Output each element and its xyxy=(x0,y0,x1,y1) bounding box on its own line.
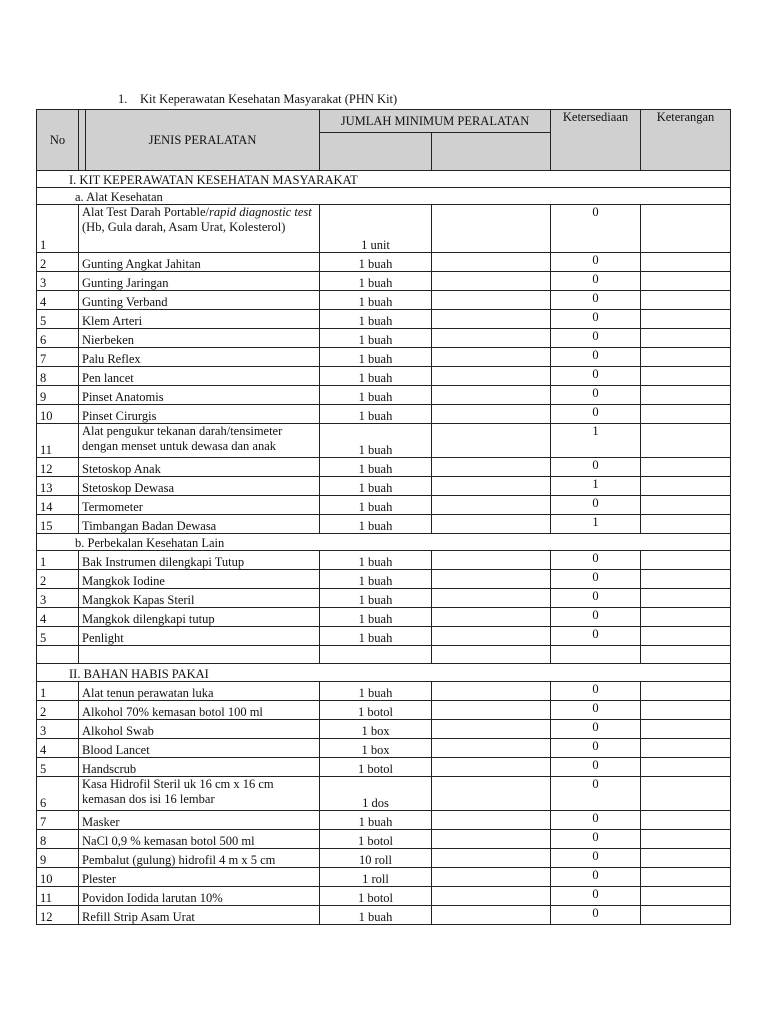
row-jenis: Alat tenun perawatan luka xyxy=(79,682,320,701)
row-jenis: Pinset Cirurgis xyxy=(79,405,320,424)
row-jumlah-extra xyxy=(432,608,551,627)
row-jumlah: 1 box xyxy=(320,720,432,739)
row-ketersediaan: 0 xyxy=(551,329,641,348)
row-keterangan xyxy=(641,348,731,367)
row-jenis: Mangkok dilengkapi tutup xyxy=(79,608,320,627)
row-no: 5 xyxy=(37,310,79,329)
row-jenis: Masker xyxy=(79,811,320,830)
table-row xyxy=(37,811,731,830)
row-jenis: NaCl 0,9 % kemasan botol 500 ml xyxy=(79,830,320,849)
row-keterangan xyxy=(641,608,731,627)
row-ketersediaan: 0 xyxy=(551,887,641,906)
row-jumlah: 1 buah xyxy=(320,496,432,515)
row-no: 1 xyxy=(37,205,79,253)
row-jumlah: 1 buah xyxy=(320,906,432,925)
section-title-1: I. KIT KEPERAWATAN KESEHATAN MASYARAKAT xyxy=(37,171,731,188)
row-ketersediaan: 0 xyxy=(551,458,641,477)
table-row xyxy=(37,253,731,272)
row-no: 4 xyxy=(37,608,79,627)
row-jumlah-extra xyxy=(432,811,551,830)
table-row xyxy=(37,739,731,758)
row-ketersediaan: 0 xyxy=(551,758,641,777)
row-ketersediaan: 0 xyxy=(551,906,641,925)
row-ketersediaan: 0 xyxy=(551,291,641,310)
row-jenis: Pen lancet xyxy=(79,367,320,386)
row-jumlah: 1 buah xyxy=(320,291,432,310)
table-row xyxy=(37,348,731,367)
row-keterangan xyxy=(641,496,731,515)
row-jumlah: 1 buah xyxy=(320,477,432,496)
row-no: 12 xyxy=(37,458,79,477)
row-no: 6 xyxy=(37,329,79,348)
row-jumlah: 1 buah xyxy=(320,811,432,830)
row-jumlah: 1 buah xyxy=(320,589,432,608)
row-keterangan xyxy=(641,291,731,310)
row-jumlah-extra xyxy=(432,777,551,811)
row-keterangan xyxy=(641,830,731,849)
row-jenis: Alkohol 70% kemasan botol 100 ml xyxy=(79,701,320,720)
row-keterangan xyxy=(641,515,731,534)
row-keterangan xyxy=(641,720,731,739)
row-no: 3 xyxy=(37,589,79,608)
row-keterangan xyxy=(641,646,731,664)
row-jenis: Pembalut (gulung) hidrofil 4 m x 5 cm xyxy=(79,849,320,868)
caption-text: Kit Keperawatan Kesehatan Masyarakat (PHN Kit) xyxy=(140,92,398,106)
row-keterangan xyxy=(641,310,731,329)
table-row xyxy=(37,496,731,515)
row-ketersediaan: 0 xyxy=(551,608,641,627)
row-jumlah-extra xyxy=(432,701,551,720)
row-jumlah: 1 buah xyxy=(320,386,432,405)
row-ketersediaan: 0 xyxy=(551,205,641,253)
row-jumlah-extra xyxy=(432,887,551,906)
row-jumlah: 1 buah xyxy=(320,570,432,589)
row-jumlah: 1 box xyxy=(320,739,432,758)
row-jumlah-extra xyxy=(432,570,551,589)
section-row xyxy=(37,171,731,188)
row-jenis-part-1: Alat Test Darah Portable/ xyxy=(82,205,209,219)
subsection-b: b. Perbekalan Kesehatan Lain xyxy=(37,534,731,551)
row-jumlah-extra xyxy=(432,906,551,925)
table-row xyxy=(37,386,731,405)
row-no: 3 xyxy=(37,720,79,739)
row-ketersediaan: 1 xyxy=(551,424,641,458)
caption-number: 1. xyxy=(118,92,128,106)
row-no: 11 xyxy=(37,424,79,458)
table-row xyxy=(37,272,731,291)
row-no: 8 xyxy=(37,830,79,849)
row-no: 11 xyxy=(37,887,79,906)
table-row xyxy=(37,701,731,720)
row-ketersediaan: 0 xyxy=(551,739,641,758)
row-ketersediaan: 0 xyxy=(551,777,641,811)
row-ketersediaan: 0 xyxy=(551,682,641,701)
row-ketersediaan: 0 xyxy=(551,496,641,515)
row-jenis: Klem Arteri xyxy=(79,310,320,329)
row-jumlah: 10 roll xyxy=(320,849,432,868)
row-ketersediaan: 0 xyxy=(551,367,641,386)
header-row xyxy=(37,110,731,133)
row-jumlah-extra xyxy=(432,310,551,329)
row-no xyxy=(37,646,79,664)
table-row xyxy=(37,627,731,646)
section-title-2: II. BAHAN HABIS PAKAI xyxy=(37,664,731,682)
row-jumlah: 1 buah xyxy=(320,608,432,627)
row-no: 4 xyxy=(37,291,79,310)
row-ketersediaan: 1 xyxy=(551,477,641,496)
row-keterangan xyxy=(641,777,731,811)
row-jenis: Stetoskop Anak xyxy=(79,458,320,477)
table-row xyxy=(37,868,731,887)
row-ketersediaan: 0 xyxy=(551,720,641,739)
table-row xyxy=(37,758,731,777)
row-no: 15 xyxy=(37,515,79,534)
row-jumlah-extra xyxy=(432,515,551,534)
row-no: 13 xyxy=(37,477,79,496)
row-jenis: Plester xyxy=(79,868,320,887)
row-jumlah: 1 unit xyxy=(320,205,432,253)
table-row xyxy=(37,589,731,608)
header-jenis xyxy=(79,110,320,171)
header-jumlah: JUMLAH MINIMUM PERALATAN xyxy=(320,110,551,133)
row-ketersediaan: 0 xyxy=(551,253,641,272)
row-no: 9 xyxy=(37,386,79,405)
header-jenis-label: JENIS PERALATAN xyxy=(148,133,257,147)
row-keterangan xyxy=(641,367,731,386)
row-ketersediaan: 1 xyxy=(551,515,641,534)
header-ketersediaan: Ketersediaan xyxy=(551,110,641,171)
row-keterangan xyxy=(641,739,731,758)
table-row xyxy=(37,310,731,329)
row-ketersediaan: 0 xyxy=(551,551,641,570)
equipment-table xyxy=(36,109,731,925)
row-jumlah-extra xyxy=(432,386,551,405)
row-jumlah: 1 botol xyxy=(320,758,432,777)
row-jumlah: 1 buah xyxy=(320,551,432,570)
row-no: 9 xyxy=(37,849,79,868)
row-ketersediaan: 0 xyxy=(551,386,641,405)
row-ketersediaan: 0 xyxy=(551,310,641,329)
table-row xyxy=(37,551,731,570)
row-jenis: Bak Instrumen dilengkapi Tutup xyxy=(79,551,320,570)
row-ketersediaan: 0 xyxy=(551,627,641,646)
row-keterangan xyxy=(641,329,731,348)
row-jumlah: 1 buah xyxy=(320,348,432,367)
table-row xyxy=(37,205,731,253)
row-ketersediaan: 0 xyxy=(551,405,641,424)
row-jenis: Handscrub xyxy=(79,758,320,777)
row-jumlah: 1 roll xyxy=(320,868,432,887)
table-row xyxy=(37,458,731,477)
row-jumlah-extra xyxy=(432,682,551,701)
row-jumlah-extra xyxy=(432,758,551,777)
row-ketersediaan xyxy=(551,646,641,664)
row-keterangan xyxy=(641,424,731,458)
row-jumlah-extra xyxy=(432,253,551,272)
row-jenis: Alat pengukur tekanan darah/tensimeter dengan menset untuk dewasa dan anak xyxy=(79,424,320,458)
row-jumlah xyxy=(320,646,432,664)
row-jumlah: 1 buah xyxy=(320,682,432,701)
row-keterangan xyxy=(641,570,731,589)
row-jumlah-extra xyxy=(432,496,551,515)
row-keterangan xyxy=(641,405,731,424)
row-ketersediaan: 0 xyxy=(551,701,641,720)
table-row xyxy=(37,646,731,664)
row-keterangan xyxy=(641,887,731,906)
row-keterangan xyxy=(641,849,731,868)
row-jenis: Kasa Hidrofil Steril uk 16 cm x 16 cm kemasan dos isi 16 lembar xyxy=(79,777,320,811)
table-row xyxy=(37,477,731,496)
row-jumlah: 1 buah xyxy=(320,367,432,386)
row-jenis: Termometer xyxy=(79,496,320,515)
row-jumlah-extra xyxy=(432,739,551,758)
row-jumlah-extra xyxy=(432,589,551,608)
header-keterangan: Keterangan xyxy=(641,110,731,171)
section-row xyxy=(37,188,731,205)
row-jenis: Stetoskop Dewasa xyxy=(79,477,320,496)
row-jumlah-extra xyxy=(432,646,551,664)
row-jenis-part-2: (Hb, Gula darah, Asam Urat, Kolesterol) xyxy=(82,220,286,234)
row-jumlah-extra xyxy=(432,272,551,291)
row-jenis: Blood Lancet xyxy=(79,739,320,758)
row-ketersediaan: 0 xyxy=(551,849,641,868)
row-jumlah: 1 buah xyxy=(320,424,432,458)
row-jumlah: 1 buah xyxy=(320,458,432,477)
row-keterangan xyxy=(641,868,731,887)
row-keterangan xyxy=(641,205,731,253)
row-keterangan xyxy=(641,551,731,570)
row-jumlah: 1 botol xyxy=(320,701,432,720)
row-no: 5 xyxy=(37,758,79,777)
row-jenis: Gunting Jaringan xyxy=(79,272,320,291)
row-jumlah-extra xyxy=(432,830,551,849)
row-jumlah-extra xyxy=(432,627,551,646)
row-keterangan xyxy=(641,477,731,496)
row-jenis: Penlight xyxy=(79,627,320,646)
header-jumlah-sub-2 xyxy=(432,133,551,171)
row-jumlah: 1 botol xyxy=(320,830,432,849)
row-keterangan xyxy=(641,272,731,291)
row-jumlah: 1 buah xyxy=(320,253,432,272)
row-jumlah-extra xyxy=(432,348,551,367)
row-jumlah: 1 dos xyxy=(320,777,432,811)
section-row xyxy=(37,534,731,551)
row-keterangan xyxy=(641,758,731,777)
row-keterangan xyxy=(641,253,731,272)
table-row xyxy=(37,405,731,424)
row-jenis-italic: rapid diagnostic test xyxy=(208,205,312,219)
row-no: 5 xyxy=(37,627,79,646)
header-no: No xyxy=(37,110,79,171)
row-jenis: Nierbeken xyxy=(79,329,320,348)
row-keterangan xyxy=(641,627,731,646)
row-no: 2 xyxy=(37,253,79,272)
table-row xyxy=(37,608,731,627)
row-jenis: Palu Reflex xyxy=(79,348,320,367)
section-row xyxy=(37,664,731,682)
row-jumlah: 1 buah xyxy=(320,329,432,348)
row-jenis: Refill Strip Asam Urat xyxy=(79,906,320,925)
row-no: 7 xyxy=(37,348,79,367)
table-row xyxy=(37,887,731,906)
row-no: 7 xyxy=(37,811,79,830)
row-no: 14 xyxy=(37,496,79,515)
row-jenis: Mangkok Kapas Steril xyxy=(79,589,320,608)
row-jumlah-extra xyxy=(432,424,551,458)
table-caption xyxy=(118,92,397,107)
subsection-a: a. Alat Kesehatan xyxy=(37,188,731,205)
row-ketersediaan: 0 xyxy=(551,811,641,830)
row-jenis: Mangkok Iodine xyxy=(79,570,320,589)
row-no: 1 xyxy=(37,551,79,570)
row-jumlah-extra xyxy=(432,367,551,386)
row-keterangan xyxy=(641,682,731,701)
row-jenis xyxy=(79,205,320,253)
row-jumlah-extra xyxy=(432,458,551,477)
row-jumlah: 1 buah xyxy=(320,515,432,534)
row-keterangan xyxy=(641,386,731,405)
row-no: 2 xyxy=(37,701,79,720)
row-jenis: Povidon Iodida larutan 10% xyxy=(79,887,320,906)
row-jumlah-extra xyxy=(432,205,551,253)
row-ketersediaan: 0 xyxy=(551,348,641,367)
table-row xyxy=(37,682,731,701)
row-keterangan xyxy=(641,811,731,830)
table-row xyxy=(37,515,731,534)
row-jumlah-extra xyxy=(432,405,551,424)
row-jenis: Gunting Angkat Jahitan xyxy=(79,253,320,272)
row-jumlah: 1 buah xyxy=(320,405,432,424)
row-keterangan xyxy=(641,906,731,925)
table-row xyxy=(37,329,731,348)
row-no: 10 xyxy=(37,868,79,887)
table-row xyxy=(37,367,731,386)
row-keterangan xyxy=(641,701,731,720)
row-jumlah: 1 buah xyxy=(320,310,432,329)
row-no: 1 xyxy=(37,682,79,701)
row-jumlah-extra xyxy=(432,291,551,310)
row-no: 10 xyxy=(37,405,79,424)
row-jumlah-extra xyxy=(432,868,551,887)
row-ketersediaan: 0 xyxy=(551,868,641,887)
table-row xyxy=(37,777,731,811)
row-jenis: Pinset Anatomis xyxy=(79,386,320,405)
table-row xyxy=(37,720,731,739)
table-row xyxy=(37,291,731,310)
row-keterangan xyxy=(641,589,731,608)
row-ketersediaan: 0 xyxy=(551,272,641,291)
row-jumlah-extra xyxy=(432,720,551,739)
row-ketersediaan: 0 xyxy=(551,830,641,849)
row-no: 12 xyxy=(37,906,79,925)
row-no: 6 xyxy=(37,777,79,811)
row-jenis xyxy=(79,646,320,664)
row-jumlah-extra xyxy=(432,551,551,570)
row-jumlah: 1 botol xyxy=(320,887,432,906)
header-jumlah-sub-1 xyxy=(320,133,432,171)
row-no: 8 xyxy=(37,367,79,386)
row-jenis: Alkohol Swab xyxy=(79,720,320,739)
table-row xyxy=(37,830,731,849)
row-ketersediaan: 0 xyxy=(551,589,641,608)
table-row xyxy=(37,424,731,458)
row-jumlah-extra xyxy=(432,849,551,868)
table-row xyxy=(37,570,731,589)
row-no: 2 xyxy=(37,570,79,589)
row-no: 3 xyxy=(37,272,79,291)
row-jenis: Gunting Verband xyxy=(79,291,320,310)
row-ketersediaan: 0 xyxy=(551,570,641,589)
row-no: 4 xyxy=(37,739,79,758)
table-row xyxy=(37,906,731,925)
row-jumlah-extra xyxy=(432,329,551,348)
row-jumlah-extra xyxy=(432,477,551,496)
table-row xyxy=(37,849,731,868)
row-jenis: Timbangan Badan Dewasa xyxy=(79,515,320,534)
row-keterangan xyxy=(641,458,731,477)
table-body xyxy=(37,110,731,925)
row-jumlah: 1 buah xyxy=(320,627,432,646)
row-jumlah: 1 buah xyxy=(320,272,432,291)
